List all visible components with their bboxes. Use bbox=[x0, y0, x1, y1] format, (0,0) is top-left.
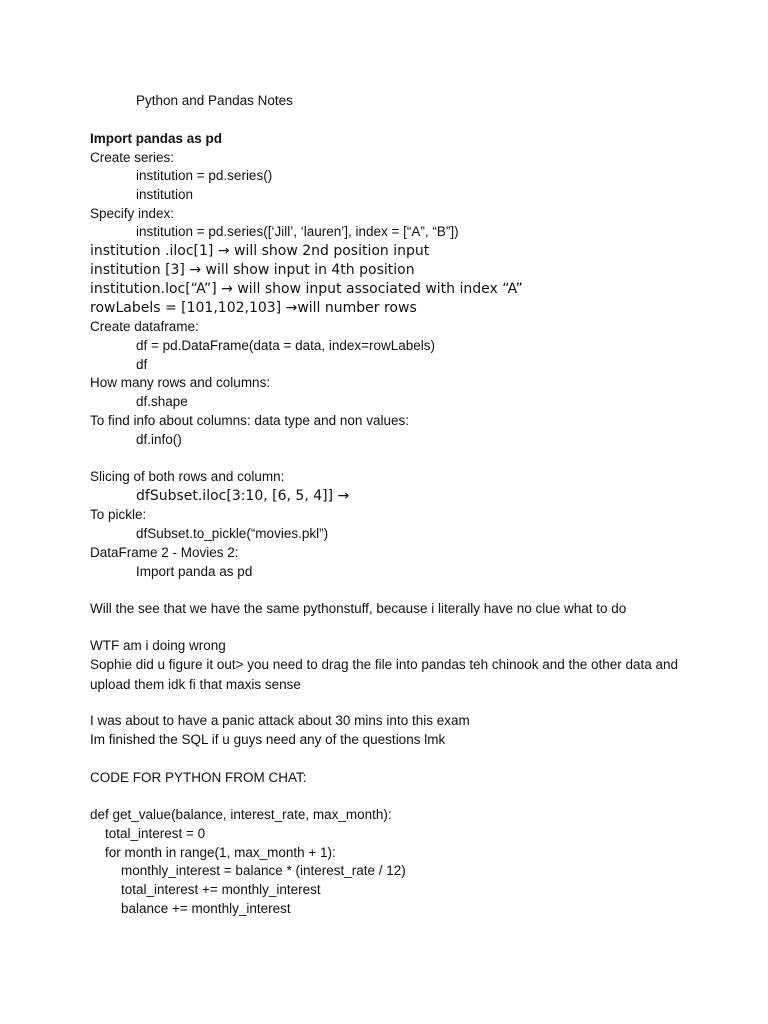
text-line: institution .iloc[1] → will show 2nd position input bbox=[90, 243, 430, 259]
code-line: monthly_interest = balance * (interest_rate / 12) bbox=[121, 863, 406, 878]
text-line: Specify index: bbox=[90, 206, 175, 221]
text-line: df.shape bbox=[136, 394, 188, 409]
text-line: institution.loc[“A”] → will show input associated with index “A” bbox=[90, 281, 523, 297]
text-line: Create series: bbox=[90, 150, 175, 165]
text-paragraph: Sophie did u figure it out> you need to drag the file into pandas teh chinook and the other data and upload them idk fi that maxis sense bbox=[90, 657, 679, 692]
text-line: To pickle: bbox=[90, 507, 147, 522]
text-line: dfSubset.to_pickle(“movies.pkl”) bbox=[136, 526, 329, 541]
code-line: def get_value(balance, interest_rate, max_month): bbox=[90, 807, 392, 822]
text-line: How many rows and columns: bbox=[90, 375, 271, 390]
text-line: institution [3] → will show input in 4th position bbox=[90, 262, 415, 278]
text-line: rowLabels = [101,102,103] →will number rows bbox=[90, 300, 417, 316]
code-line: total_interest += monthly_interest bbox=[121, 882, 321, 897]
text-line: dfSubset.iloc[3:10, [6, 5, 4]] → bbox=[136, 488, 350, 504]
text-line: institution bbox=[136, 187, 194, 202]
doc-title: Python and Pandas Notes bbox=[136, 93, 293, 108]
text-line: DataFrame 2 - Movies 2: bbox=[90, 545, 239, 560]
text-line: WTF am i doing wrong bbox=[90, 638, 226, 653]
text-line: Slicing of both rows and column: bbox=[90, 469, 285, 484]
text-line: Im finished the SQL if u guys need any of the questions lmk bbox=[90, 732, 446, 747]
text-line: I was about to have a panic attack about 30 mins into this exam bbox=[90, 713, 470, 728]
text-line: df = pd.DataFrame(data = data, index=rowLabels) bbox=[136, 338, 436, 353]
code-line: total_interest = 0 bbox=[105, 826, 206, 841]
text-line: df bbox=[136, 357, 148, 372]
text-line: df.info() bbox=[136, 432, 182, 447]
code-line: for month in range(1, max_month + 1): bbox=[105, 845, 336, 860]
heading-import: Import pandas as pd bbox=[90, 131, 223, 146]
code-line: balance += monthly_interest bbox=[121, 901, 291, 916]
text-line: Create dataframe: bbox=[90, 319, 199, 334]
text-line: To find info about columns: data type and non values: bbox=[90, 413, 409, 428]
text-line: institution = pd.series() bbox=[136, 168, 273, 183]
text-line: Import panda as pd bbox=[136, 564, 253, 579]
text-line: CODE FOR PYTHON FROM CHAT: bbox=[90, 770, 307, 785]
text-line: Will the see that we have the same pythonstuff, because i literally have no clue what to do bbox=[90, 601, 627, 616]
text-line: institution = pd.series([‘Jill’, ‘lauren’], index = [“A”, “B”]) bbox=[136, 224, 459, 239]
